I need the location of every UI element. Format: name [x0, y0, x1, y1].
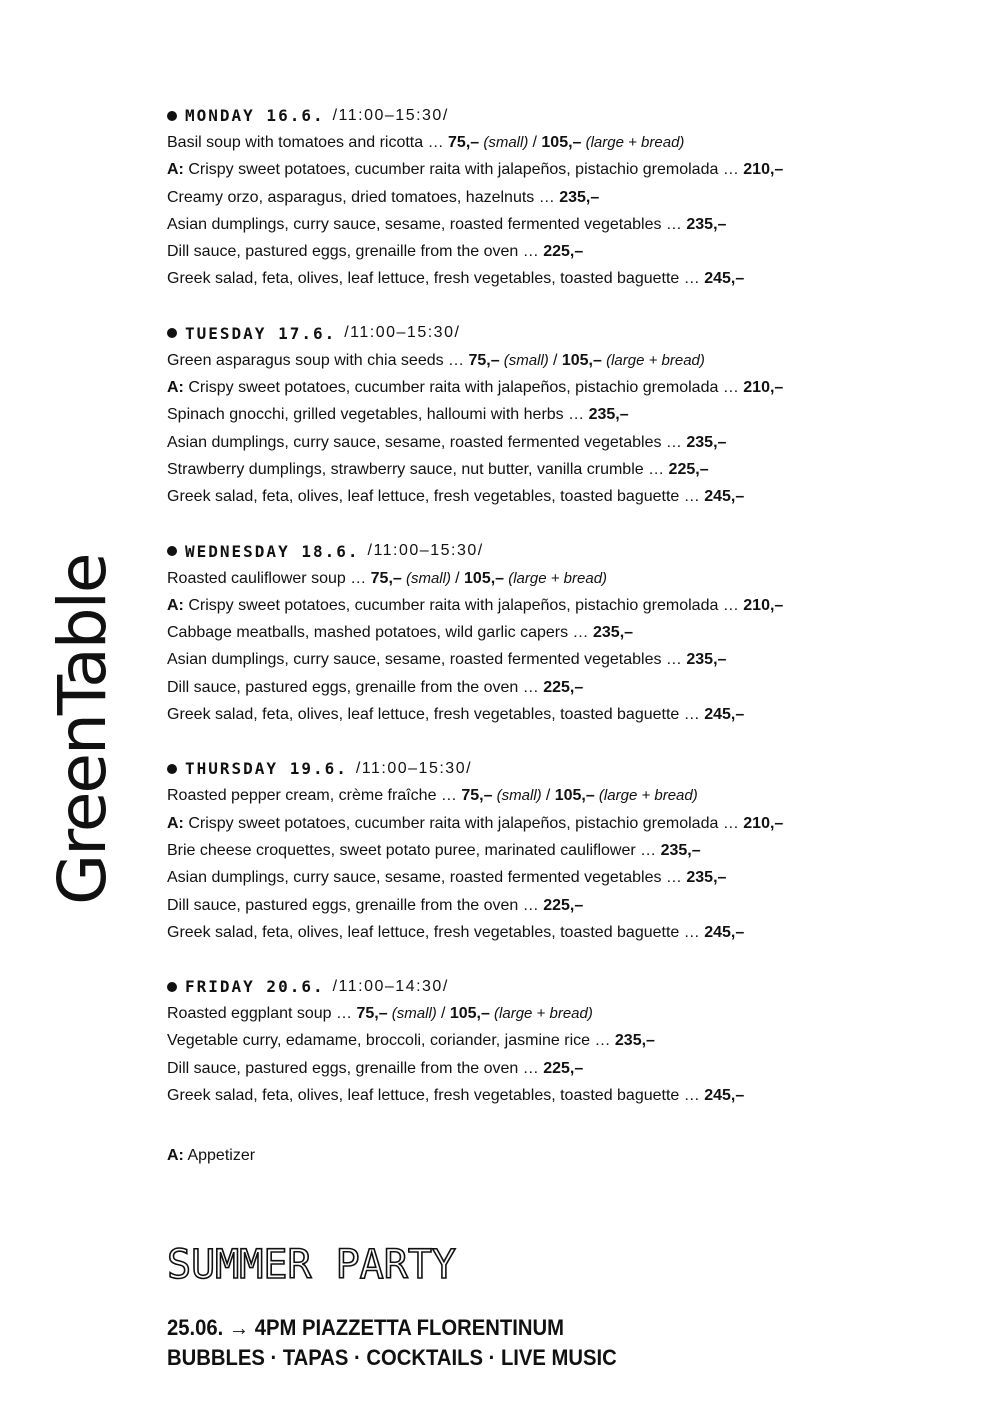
price-separator: /: [440, 1005, 450, 1023]
price-separator: /: [455, 569, 465, 587]
menu-item: [167, 238, 967, 265]
dish-name: Dill sauce, pastured eggs, grenaille from the oven …: [167, 243, 544, 261]
portion-size-large: (large + bread): [581, 134, 685, 151]
day-hours: /11:00–15:30/: [344, 324, 461, 342]
weekly-menu: [167, 102, 967, 1136]
day-section: [167, 320, 967, 511]
menu-item: [167, 782, 967, 809]
menu-item: [167, 864, 967, 891]
dish-price: 235,–: [660, 841, 701, 859]
day-name: THURSDAY 19.6.: [185, 759, 348, 779]
menu-item: [167, 646, 967, 673]
menu-item: [167, 429, 967, 456]
menu-item: [167, 1027, 967, 1054]
dish-name: Roasted cauliflower soup …: [167, 569, 371, 587]
menu-item: [167, 211, 967, 238]
day-section: [167, 755, 967, 946]
menu-item: [167, 592, 967, 619]
bullet-icon: [167, 328, 177, 338]
dish-price: 245,–: [704, 923, 745, 941]
dish-price: 225,–: [543, 1059, 584, 1077]
dish-price: 225,–: [543, 243, 584, 261]
dish-name: Greek salad, feta, olives, leaf lettuce, fresh vegetables, toasted baguette …: [167, 923, 705, 941]
menu-item: [167, 156, 967, 183]
dish-name: Asian dumplings, curry sauce, sesame, roasted fermented vegetables …: [167, 869, 687, 887]
dish-price: 225,–: [543, 896, 584, 914]
dish-name: Vegetable curry, edamame, broccoli, coriander, jasmine rice …: [167, 1032, 615, 1050]
dish-price: 245,–: [704, 270, 745, 288]
dish-name: Asian dumplings, curry sauce, sesame, roasted fermented vegetables …: [167, 651, 687, 669]
day-name: FRIDAY 20.6.: [185, 977, 325, 997]
portion-size: (small): [387, 1005, 441, 1023]
bullet-icon: [167, 982, 177, 992]
dish-price-large: 105,–: [464, 569, 505, 587]
price-separator: /: [532, 134, 542, 151]
menu-item: [167, 483, 967, 510]
dish-price: 235,–: [686, 433, 727, 451]
dish-name: Roasted eggplant soup …: [167, 1005, 357, 1023]
day-heading: [167, 755, 967, 782]
day-heading: [167, 538, 967, 565]
dish-name: Basil soup with tomatoes and ricotta …: [167, 134, 449, 151]
dish-price: 245,–: [704, 488, 745, 506]
menu-item: [167, 401, 967, 428]
dish-price: 75,–: [356, 1005, 388, 1023]
dish-price: 225,–: [543, 678, 584, 696]
dish-name: Asian dumplings, curry sauce, sesame, roasted fermented vegetables …: [167, 433, 687, 451]
dish-name: Spinach gnocchi, grilled vegetables, halloumi with herbs …: [167, 406, 589, 424]
appetizer-prefix: A:: [167, 596, 189, 614]
day-heading: [167, 102, 967, 129]
party-title: SUMMER PARTY: [167, 1242, 456, 1288]
party-features: BUBBLES · TAPAS · COCKTAILS · LIVE MUSIC: [167, 1345, 617, 1370]
dish-price: 235,–: [588, 406, 629, 424]
dish-price-large: 105,–: [541, 134, 582, 151]
dish-price: 210,–: [743, 161, 784, 179]
dish-name: Crispy sweet potatoes, cucumber raita with jalapeños, pistachio gremolada …: [188, 596, 744, 614]
appetizer-prefix: A:: [167, 379, 189, 397]
dish-name: Dill sauce, pastured eggs, grenaille from the oven …: [167, 1059, 544, 1077]
portion-size-large: (large + bread): [489, 1005, 593, 1023]
menu-item: [167, 265, 967, 292]
dish-name: Asian dumplings, curry sauce, sesame, roasted fermented vegetables …: [167, 215, 687, 233]
dish-price-large: 105,–: [554, 787, 595, 805]
dish-price: 75,–: [461, 787, 493, 805]
dish-price: 235,–: [686, 651, 727, 669]
price-separator: /: [545, 787, 555, 805]
dish-price: 235,–: [686, 215, 727, 233]
dish-price: 245,–: [704, 706, 745, 724]
dish-name: Crispy sweet potatoes, cucumber raita with jalapeños, pistachio gremolada …: [188, 379, 744, 397]
dish-name: Cabbage meatballs, mashed potatoes, wild garlic capers …: [167, 624, 593, 642]
brand-logo: GreenTable: [44, 554, 121, 905]
price-separator: /: [552, 351, 562, 369]
bullet-icon: [167, 111, 177, 121]
legend-text: Appetizer: [183, 1147, 256, 1164]
portion-size: (small): [499, 351, 553, 369]
appetizer-prefix: A:: [167, 814, 189, 832]
menu-item: [167, 892, 967, 919]
menu-item: [167, 701, 967, 728]
menu-item: [167, 129, 967, 156]
day-heading: [167, 973, 967, 1000]
day-hours: /11:00–15:30/: [355, 759, 473, 777]
dish-name: Dill sauce, pastured eggs, grenaille from the oven …: [167, 678, 544, 696]
portion-size: (small): [401, 569, 456, 587]
menu-item: [167, 919, 967, 946]
dish-price: 235,–: [593, 624, 634, 642]
legend: [167, 1147, 255, 1165]
menu-item: [167, 674, 967, 701]
dish-name: Strawberry dumplings, strawberry sauce, nut butter, vanilla crumble …: [167, 460, 669, 478]
party-date-location: 25.06. → 4PM PIAZZETTA FLORENTINUM: [167, 1315, 564, 1340]
dish-name: Green asparagus soup with chia seeds …: [167, 351, 469, 369]
portion-size-large: (large + bread): [594, 787, 698, 805]
dish-price: 210,–: [743, 814, 784, 832]
menu-item: [167, 456, 967, 483]
dish-name: Brie cheese croquettes, sweet potato puree, marinated cauliflower …: [167, 841, 661, 859]
dish-price: 235,–: [559, 188, 600, 206]
appetizer-prefix: A:: [167, 161, 189, 179]
dish-name: Greek salad, feta, olives, leaf lettuce, fresh vegetables, toasted baguette …: [167, 706, 705, 724]
day-section: [167, 102, 967, 293]
day-hours: /11:00–15:30/: [332, 106, 449, 124]
menu-item: [167, 374, 967, 401]
dish-price: 235,–: [614, 1032, 655, 1050]
menu-item: [167, 184, 967, 211]
dish-price-large: 105,–: [449, 1005, 490, 1023]
bullet-icon: [167, 764, 177, 774]
dish-price: 75,–: [370, 569, 402, 587]
dish-name: Dill sauce, pastured eggs, grenaille from the oven …: [167, 896, 544, 914]
dish-price: 210,–: [743, 379, 784, 397]
menu-item: [167, 619, 967, 646]
dish-name: Creamy orzo, asparagus, dried tomatoes, hazelnuts …: [167, 188, 560, 206]
menu-item: [167, 1082, 967, 1109]
menu-item: [167, 565, 967, 592]
menu-item: [167, 837, 967, 864]
day-section: [167, 538, 967, 729]
dish-name: Crispy sweet potatoes, cucumber raita with jalapeños, pistachio gremolada …: [188, 814, 744, 832]
portion-size-large: (large + bread): [504, 569, 608, 587]
portion-size: (small): [492, 787, 546, 805]
menu-item: [167, 347, 967, 374]
day-section: [167, 973, 967, 1109]
menu-item: [167, 810, 967, 837]
dish-price: 235,–: [686, 869, 727, 887]
dish-name: Crispy sweet potatoes, cucumber raita with jalapeños, pistachio gremolada …: [188, 161, 744, 179]
day-hours: /11:00–14:30/: [332, 977, 449, 995]
portion-size-large: (large + bread): [601, 351, 705, 369]
dish-price: 75,–: [448, 134, 480, 151]
dish-name: Greek salad, feta, olives, leaf lettuce, fresh vegetables, toasted baguette …: [167, 1087, 705, 1105]
dish-price: 75,–: [468, 351, 500, 369]
dish-price: 210,–: [743, 596, 784, 614]
dish-price: 245,–: [704, 1087, 745, 1105]
dish-price-large: 105,–: [561, 351, 602, 369]
legend-prefix: A:: [167, 1147, 184, 1164]
menu-item: [167, 1055, 967, 1082]
dish-name: Greek salad, feta, olives, leaf lettuce, fresh vegetables, toasted baguette …: [167, 488, 705, 506]
day-name: WEDNESDAY 18.6.: [185, 541, 360, 561]
day-hours: /11:00–15:30/: [367, 542, 484, 560]
dish-name: Greek salad, feta, olives, leaf lettuce, fresh vegetables, toasted baguette …: [167, 270, 705, 288]
portion-size: (small): [479, 134, 533, 151]
day-name: TUESDAY 17.6.: [185, 323, 337, 343]
menu-item: [167, 1000, 967, 1027]
dish-name: Roasted pepper cream, crème fraîche …: [167, 787, 462, 805]
bullet-icon: [167, 546, 177, 556]
day-name: MONDAY 16.6.: [185, 106, 325, 125]
dish-price: 225,–: [668, 460, 709, 478]
day-heading: [167, 320, 967, 347]
